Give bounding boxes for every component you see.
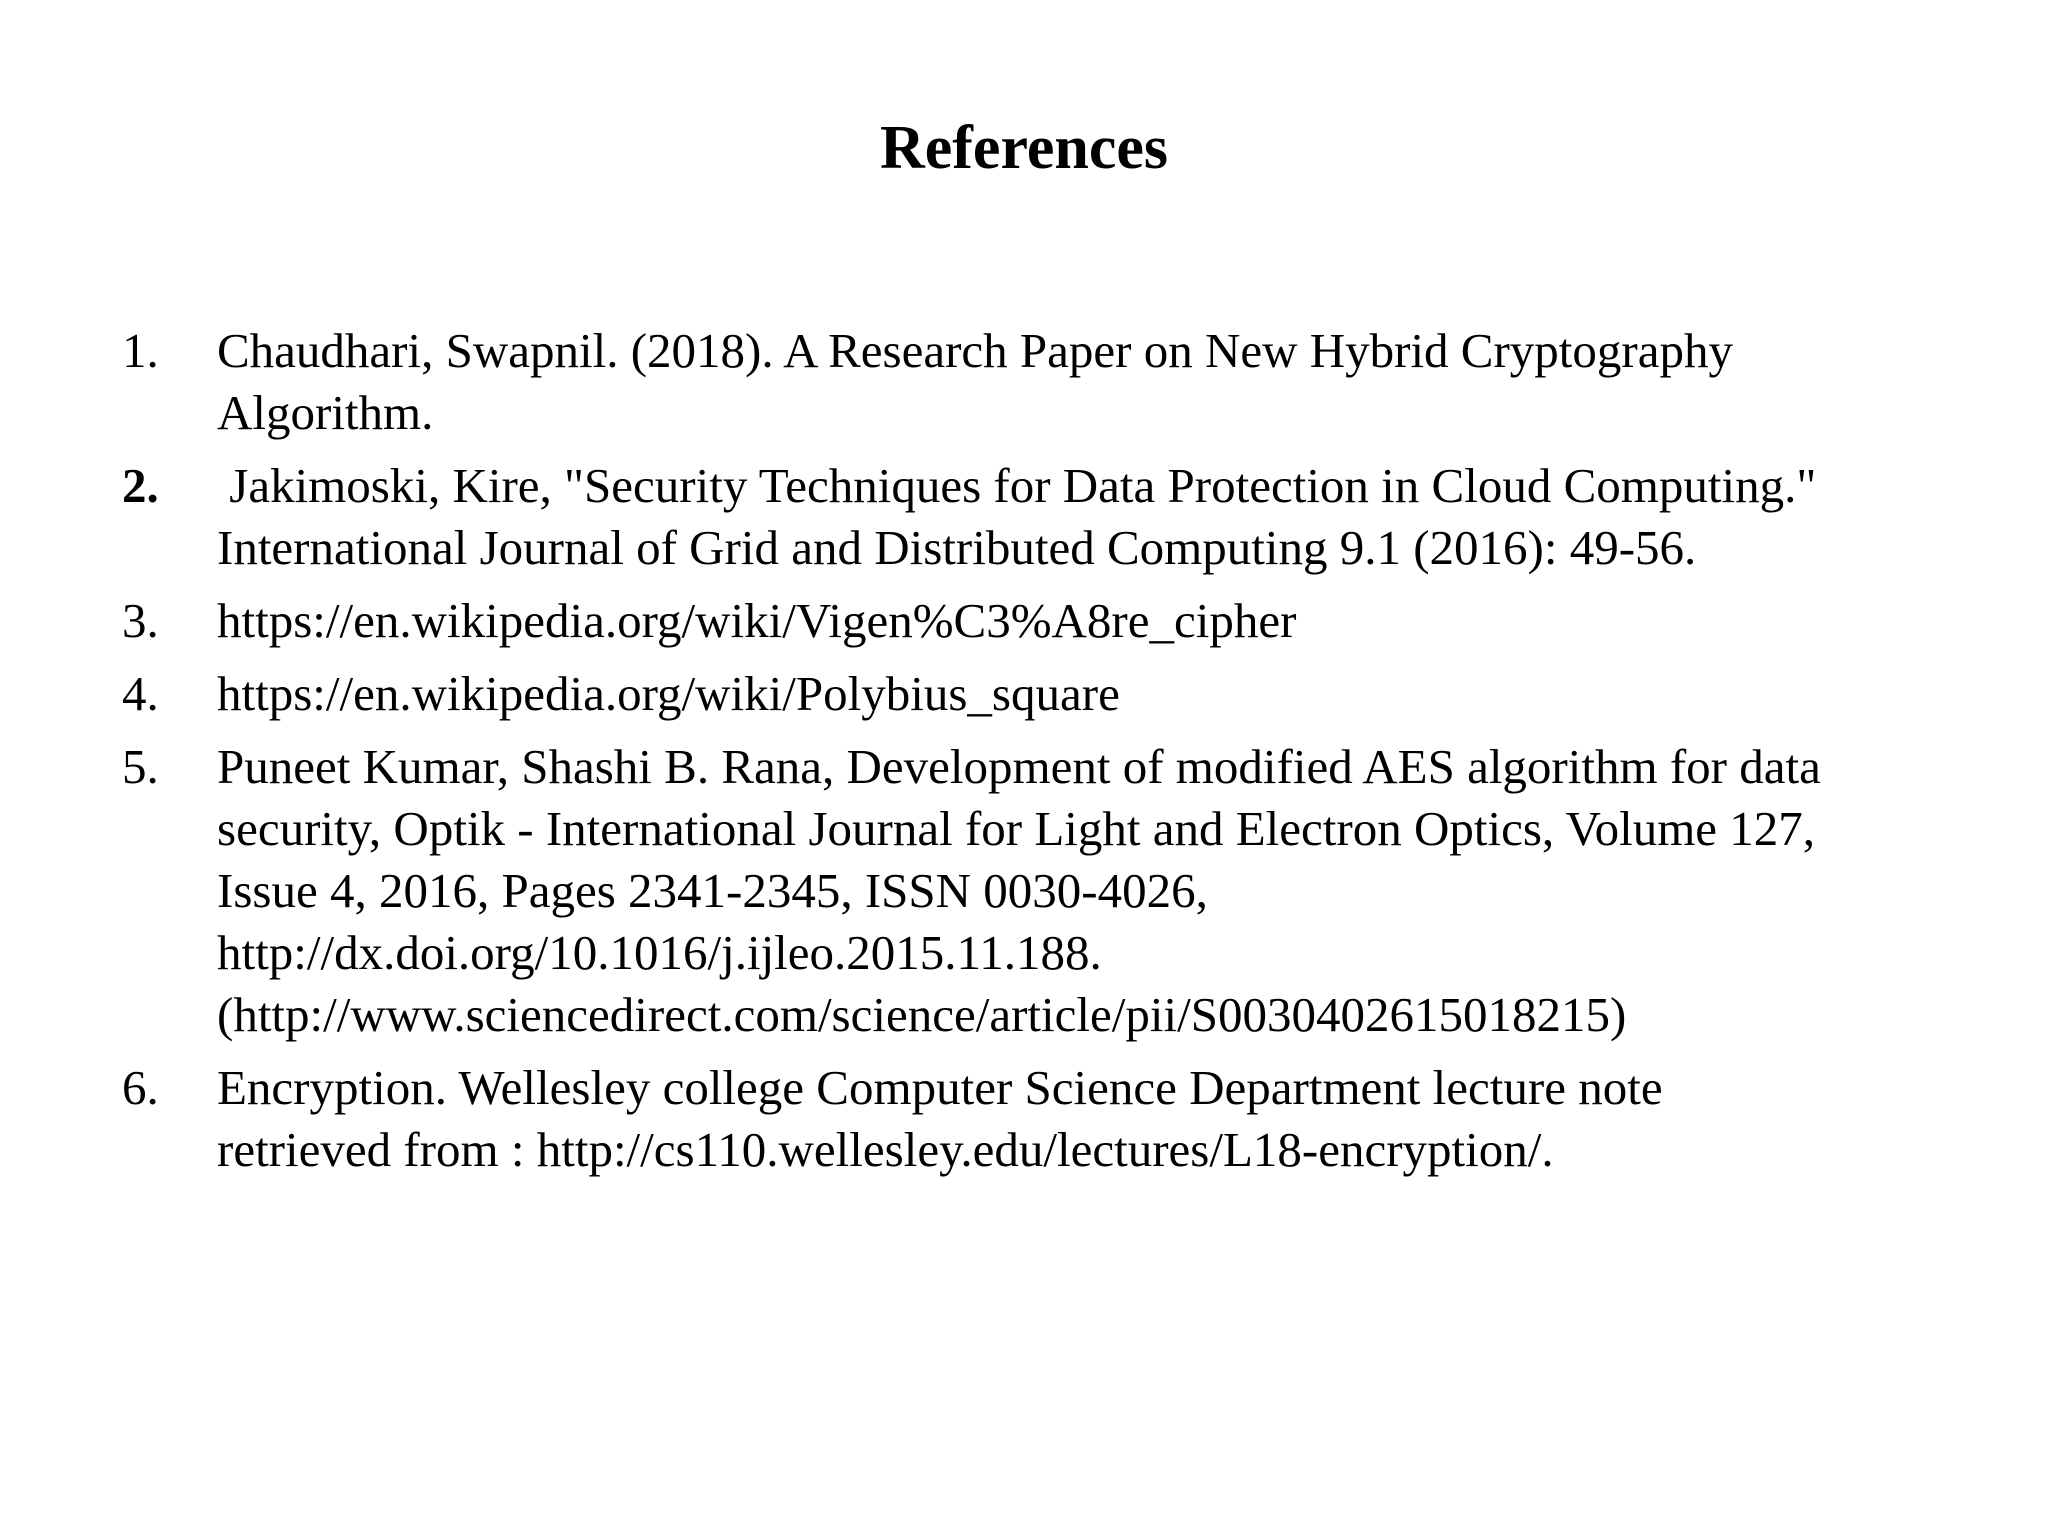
reference-line: (http://www.sciencedirect.com/science/article/pii/S0030402615018215) [217,987,1627,1042]
reference-line: Puneet Kumar, Shashi B. Rana, Development of modified AES algorithm for data [217,739,1821,794]
reference-text [217,320,1957,444]
reference-text [217,1057,1957,1181]
reference-number: 6. [122,1060,159,1115]
reference-number: 1. [122,323,159,378]
reference-line: security, Optik - International Journal for Light and Electron Optics, Volume 127, [217,801,1816,856]
reference-line: Chaudhari, Swapnil. (2018). A Research Paper on New Hybrid Cryptography [217,323,1733,378]
reference-number: 5. [122,739,159,794]
reference-line: International Journal of Grid and Distributed Computing 9.1 (2016): 49-56. [217,520,1697,575]
reference-text [217,455,1957,579]
page-title: References [879,114,1169,182]
reference-line: http://dx.doi.org/10.1016/j.ijleo.2015.11.188. [217,925,1102,980]
reference-item-2 [0,455,1957,579]
reference-number: 4. [122,666,159,721]
reference-item-6 [0,1057,1957,1181]
reference-line: Algorithm. [217,385,434,440]
reference-text [217,590,1957,652]
reference-list [0,320,2048,1192]
reference-line: Issue 4, 2016, Pages 2341-2345, ISSN 0030-4026, [217,863,1208,918]
reference-link: https://en.wikipedia.org/wiki/Polybius_square [217,666,1120,721]
reference-line: Jakimoski, Kire, "Security Techniques for Data Protection in Cloud Computing." [217,458,1817,513]
reference-item-3 [0,590,1957,652]
reference-text [217,663,1957,725]
reference-link: https://en.wikipedia.org/wiki/Vigen%C3%A8re_cipher [217,593,1297,648]
reference-item-4 [0,663,1957,725]
reference-text [217,736,1957,1046]
reference-line: retrieved from : http://cs110.wellesley.edu/lectures/L18-encryption/. [217,1122,1554,1177]
reference-number: 3. [122,593,159,648]
reference-item-5 [0,736,1957,1046]
reference-item-1 [0,320,1957,444]
reference-number: 2. [122,458,159,513]
reference-line: Encryption. Wellesley college Computer Science Department lecture note [217,1060,1663,1115]
